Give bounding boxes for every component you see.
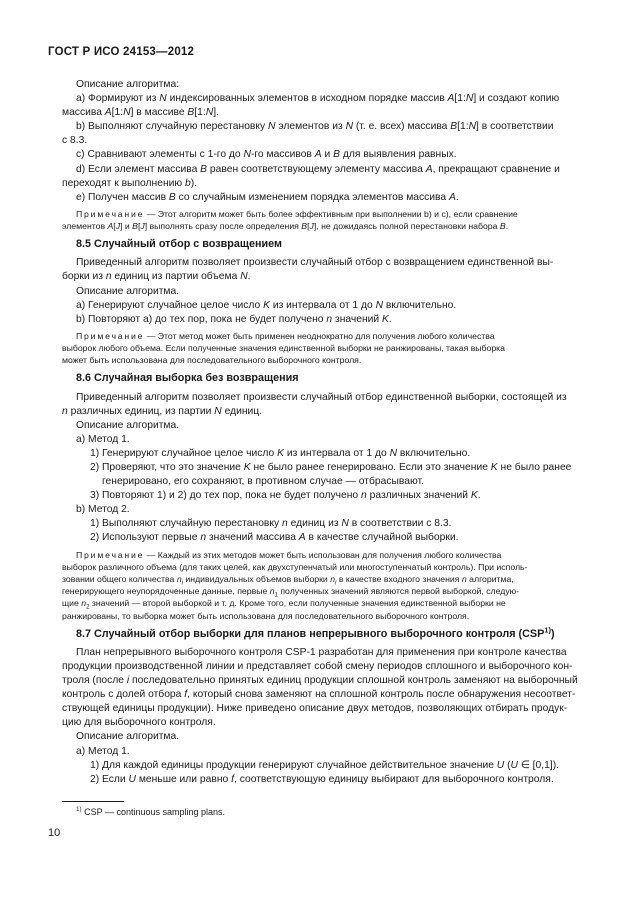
paragraph-8-7-line-3: троля (после i последовательно принятых единиц продукции сплошной контроль заменяют на выборочный — [62, 675, 578, 687]
paragraph-8-7-line-6: цию для выборочного контроля. — [62, 717, 216, 729]
paragraph-8-6: Приведенный алгоритм позволяет произвести случайный отбор единственной выборки, состоящей из — [76, 391, 567, 403]
method-1-step-2: 2) Если U меньше или равно f, соответствующую единицу выбирают для выборочного контроля. — [90, 773, 554, 785]
footnote-separator — [62, 801, 124, 802]
method-2-step-1: 1) Выполняют случайную перестановку n единиц из N в соответствии с 8.3. — [90, 518, 452, 530]
footnote: $^{1)}$ CSP — continuous sampling plans. — [76, 806, 226, 817]
method-1: а) Метод 1. — [76, 433, 130, 445]
paragraph-8-5-cont: борки из n единиц из партии объема N. — [62, 271, 251, 283]
step-a-cont: массива A[1:N] в массиве B[1:N]. — [62, 107, 219, 119]
algorithm-description: Описание алгоритма. — [76, 285, 180, 297]
method-1-step-2: 2) Проверяют, что это значение K не было ранее генерировано. Если это значение K не было ранее — [90, 461, 572, 473]
paragraph-8-7-line-5: ствующей единицы продукции). Ниже приведено описание двух методов, позволяющих отбирать продук- — [62, 703, 568, 715]
algorithm-description: Описание алгоритма. — [76, 419, 180, 431]
step-c: c) Сравнивают элементы с 1-го до N-го массивов A и B для выявления равных. — [76, 149, 457, 161]
step-d-cont: переходят к выполнению b). — [62, 177, 198, 189]
paragraph-8-6-cont: n различных единиц, из партии N единиц. — [62, 405, 263, 417]
method-1-step-2-cont: генерировано, его сохраняют, в противном случае — отбрасывают. — [102, 476, 424, 488]
paragraph-8-7: План непрерывного выборочного контроля CSP-1 разработан для применения при контроле качества — [76, 646, 567, 658]
note-8-5: Примечание — Этот метод может быть применен неоднократно для получения любого количества выборок любого объема. Если полученные значения единственной выборки не ранжированы, такая выборка может быть использована для последовательного выборочного контроля. — [62, 330, 506, 366]
algorithm-description: Описание алгоритма. — [76, 731, 180, 743]
page-number: 10 — [48, 827, 61, 839]
step-e: e) Получен массив B со случайным изменением порядка элементов массива A. — [76, 191, 459, 203]
note-8-4: Примечание — Этот алгоритм может быть более эффективным при выполнении b) и c), если сравнение элементов A[J] и B[J] выполнять сразу после определения B[J], не дожидаясь полной перестановки набора B. — [62, 208, 518, 232]
step-b: b) Выполняют случайную перестановку N элементов из N (т. е. всех) массива B[1:N] в соответствии — [76, 121, 554, 133]
step-a: а) Формируют из N индексированных элементов в исходном порядке массив A[1:N] и создают копию — [76, 93, 560, 105]
document-body — [62, 78, 582, 787]
step-b: b) Повторяют а) до тех пор, пока не будет получено n значений K. — [76, 313, 392, 325]
note-8-6: Примечание — Каждый из этих методов может быть использован для получения любого количества выборок различного объема (для таких целей, как двухступенчатый или многоступенчатый контроль). При исполь- зовании общего количества $n_i$ индивидуальных объемов выборки $n_i$ в качестве входного значения n алгоритма, генерирующего неупорядоченные данные, первые $n_1$ полученных значений являются первой выборкой, следую- щие $n_2$ значений — второй выборкой и т. д. Кроме того, если полученные значения единственной выборки не ранжированы, то выборка может быть использована для последовательного выборочного контроля. — [62, 549, 528, 621]
paragraph-8-7-line-2: продукции производственной линии и представляет собой смену периодов сплошного и выборочного кон- — [62, 660, 573, 672]
method-1-step-1: 1) Для каждой единицы продукции генерируют случайное действительное значение U (U ∈ [0,1]). — [90, 759, 559, 771]
method-1-step-3: 3) Повторяют 1) и 2) до тех пор, пока не будет получено n различных значений K. — [90, 490, 481, 502]
method-1-step-1: 1) Генерируют случайное целое число K из интервала от 1 до N включительно. — [90, 447, 471, 459]
method-2-step-2: 2) Используют первые n значений массива A в качестве случайной выборки. — [90, 532, 459, 544]
step-b-cont: с 8.3. — [62, 135, 88, 147]
algorithm-description: Описание алгоритма: — [76, 79, 180, 90]
method-1: а) Метод 1. — [76, 745, 130, 757]
paragraph-8-7-line-4: контроль с долей отбора f, который снова заменяют на сплошной контроль после обнаружения несоответ- — [62, 689, 576, 701]
running-header: ГОСТ Р ИСО 24153—2012 — [48, 46, 195, 58]
section-heading-8-6: 8.6 Случайная выборка без возвращения — [76, 372, 299, 385]
section-heading-8-5: 8.5 Случайный отбор с возвращением — [76, 238, 282, 251]
section-heading-8-7: 8.7 Случайный отбор выборки для планов непрерывного выборочного контроля (CSP$^{1)}$) — [76, 625, 555, 640]
method-2: b) Метод 2. — [76, 504, 130, 516]
paragraph-8-5: Приведенный алгоритм позволяет произвести случайный отбор с возвращением единственной вы- — [76, 257, 554, 269]
step-d: d) Если элемент массива B равен соответствующему элементу массива A, прекращают сравнение и — [76, 163, 560, 175]
step-a: а) Генерируют случайное целое число K из интервала от 1 до N включительно. — [76, 299, 457, 311]
